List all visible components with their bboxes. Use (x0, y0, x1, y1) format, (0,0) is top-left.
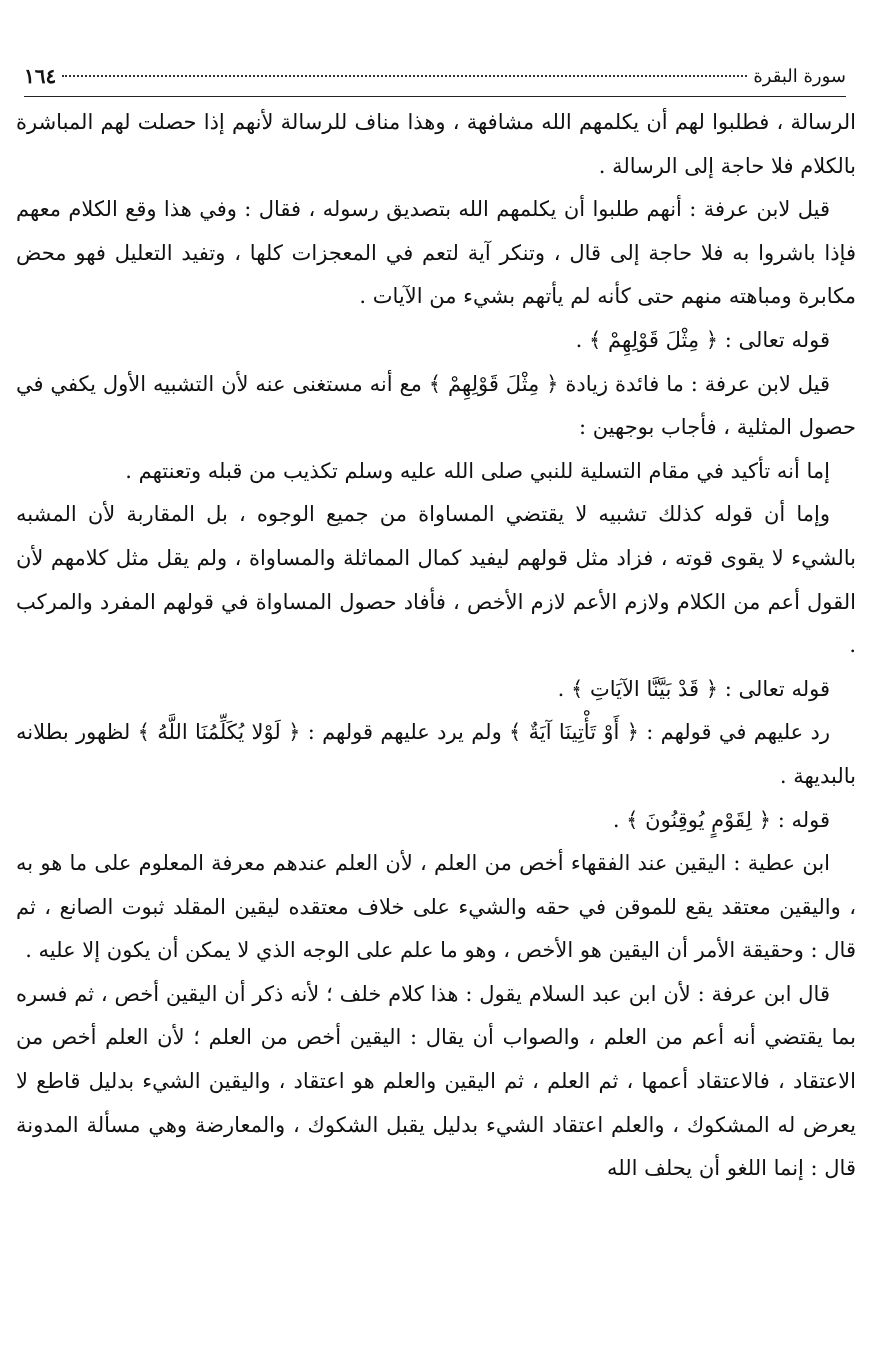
paragraph: الرسالة ، فطلبوا لهم أن يكلمهم الله مشافهة ، وهذا مناف للرسالة لأنهم إذا حصلت لهم المباشرة بالكلام فلا حاجة إلى الرسالة . (16, 110, 856, 178)
verse-heading: قوله : ﴿ لِقَوْمٍ يُوقِنُونَ ﴾ . (612, 807, 830, 832)
paragraph: رد عليهم في قولهم : ﴿ أَوْ تَأْتِينَا آيَةٌ ﴾ ولم يرد عليهم قولهم : ﴿ لَوْلا يُكَلِّمُنَا اللَّهُ ﴾ لظهور بطلانه بالبديهة . (16, 720, 856, 788)
paragraph: ابن عطية : اليقين عند الفقهاء أخص من العلم ، لأن العلم عندهم معرفة المعلوم على ما هو به ، واليقين معتقد يقع للموقن في حقه والشيء على خلاف معتقده ليقين المقلد ثبوت الصانع ، ثم قال : وحقيقة الأمر أن اليقين هو الأخص ، وهو ما علم على الوجه الذي لا يمكن أن يكون إلا عليه . (16, 851, 856, 963)
verse-heading: قوله تعالى : ﴿ مِثْلَ قَوْلِهِمْ ﴾ . (575, 327, 830, 352)
chapter-title: سورة البقرة (753, 65, 846, 87)
page-number: ١٦٤ (24, 64, 57, 88)
page-body (16, 101, 856, 1191)
paragraph: وإما أن قوله كذلك تشبيه لا يقتضي المساواة من جميع الوجوه ، بل المقاربة لأن المشبه بالشيء لا يقوى قوته ، فزاد مثل قولهم ليفيد كمال المماثلة والمساواة ، ولم يقل مثل كلامهم لأن القول أعم من الكلام ولازم الأعم لازم الأخص ، فأفاد حصول المساواة في قولهم المفرد والمركب . (16, 502, 856, 658)
verse-heading: قوله تعالى : ﴿ قَدْ بَيَّنَّا الآيَاتِ ﴾ . (557, 676, 830, 701)
document-page (16, 58, 856, 1191)
paragraph: قيل لابن عرفة : أنهم طلبوا أن يكلمهم الله بتصديق رسوله ، فقال : وفي هذا وقع الكلام معهم فإذا باشروا به فلا حاجة إلى قال ، وتنكر آية لتعم في المعجزات كلها ، وتفيد التعليل فهو محض مكابرة ومباهته منهم حتى كأنه لم يأتهم بشيء من الآيات . (16, 197, 856, 309)
paragraph: قال ابن عرفة : لأن ابن عبد السلام يقول : هذا كلام خلف ؛ لأنه ذكر أن اليقين أخص ، ثم فسره بما يقتضي أنه أعم من العلم ، والصواب أن يقال : اليقين أخص من العلم ؛ لأن العلم أخص من الاعتقاد ، فالاعتقاد أعمها ، ثم العلم ، ثم اليقين والعلم هو اعتقاد ، واليقين الشيء بدليل قاطع لا يعرض له المشكوك ، والعلم اعتقاد الشيء بدليل يقبل الشكوك ، والمعارضة وهي مسألة المدونة قال : إنما اللغو أن يحلف الله (16, 981, 856, 1181)
page-header (24, 58, 846, 97)
paragraph: قيل لابن عرفة : ما فائدة زيادة ﴿ مِثْلَ قَوْلِهِمْ ﴾ مع أنه مستغنى عنه لأن التشبيه الأول يكفي في حصول المثلية ، فأجاب بوجهين : (16, 371, 856, 440)
header-dotted-leader (62, 75, 747, 77)
paragraph: إما أنه تأكيد في مقام التسلية للنبي صلى الله عليه وسلم تكذيب من قبله وتعنتهم . (125, 458, 830, 483)
